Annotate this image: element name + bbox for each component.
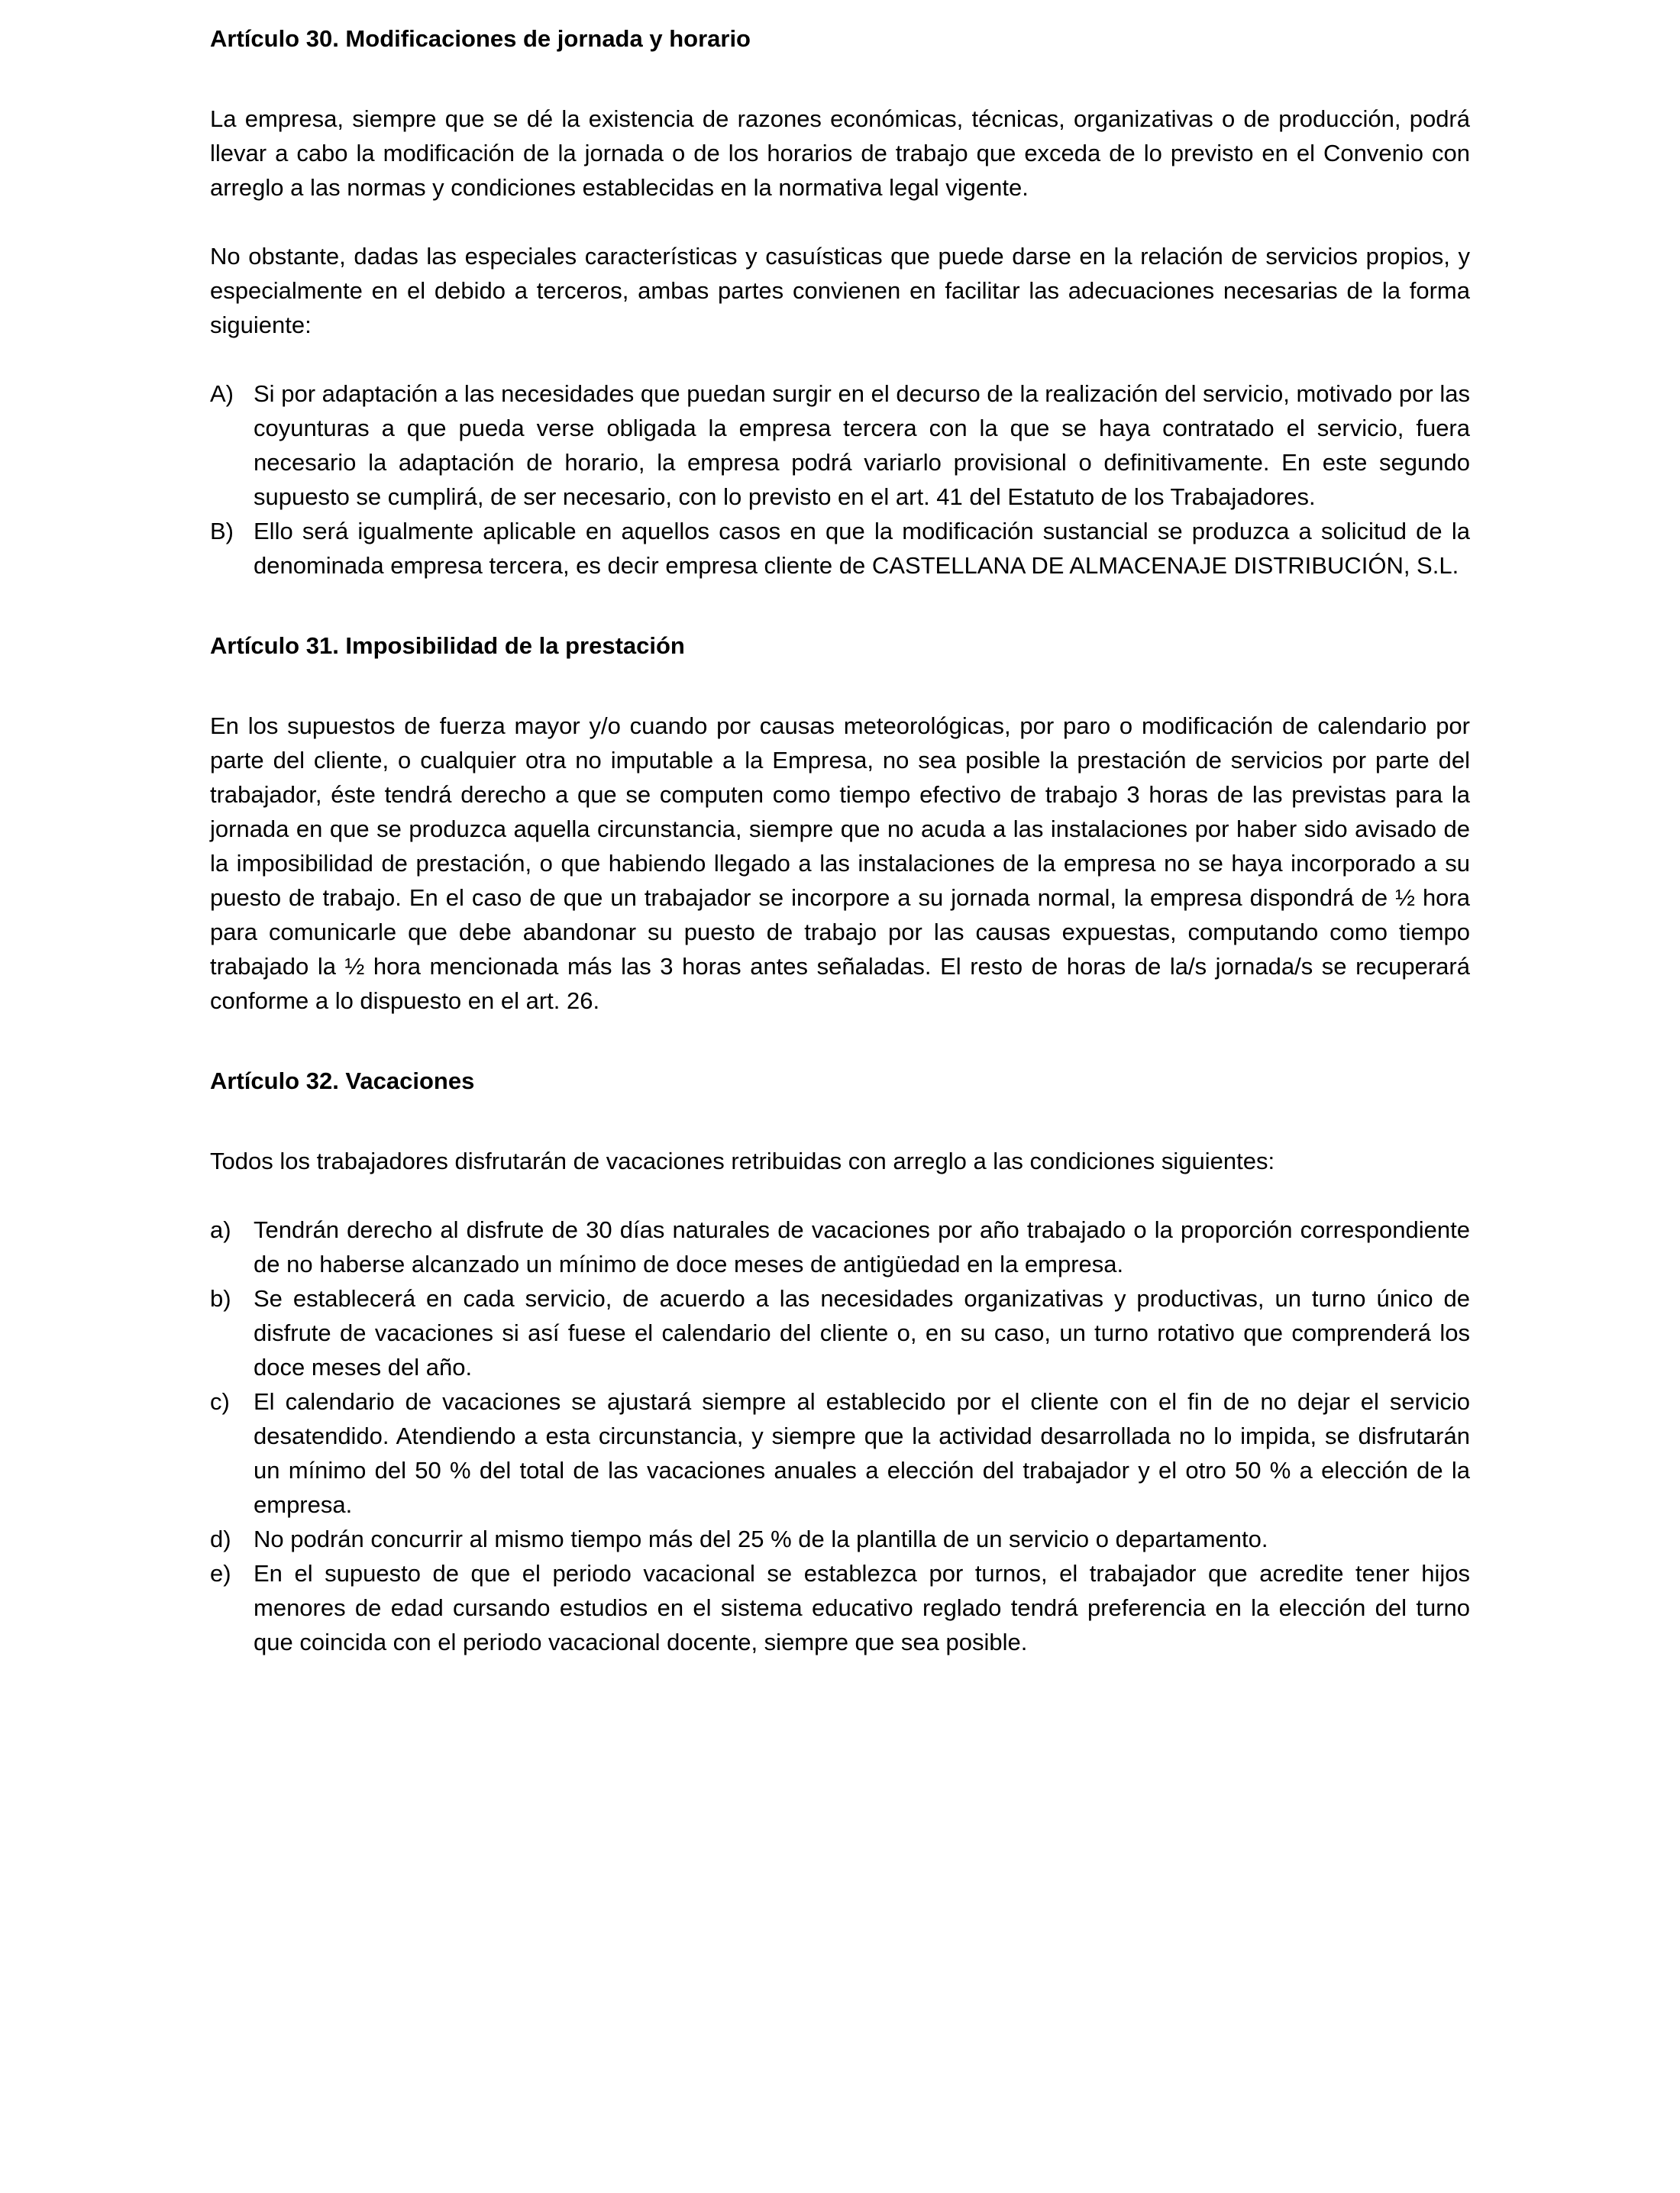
list-marker-b: b) — [210, 1285, 231, 1312]
article-30-list — [210, 376, 1470, 583]
list-marker-c: c) — [210, 1388, 230, 1415]
list-item-e — [210, 1556, 1470, 1659]
list-item-b — [210, 1281, 1470, 1384]
list-marker-B: B) — [210, 518, 234, 544]
list-item-c-text: El calendario de vacaciones se ajustará siempre al establecido por el cliente con el fin de no dejar el servicio desatendido. Atendiendo a esta circunstancia, y siempre que la actividad desarrollada no lo impida, se disfrutarán un mínimo del 50 % del total de las vacaciones anuales a elección del trabajador y el otro 50 % a elección de la empresa. — [254, 1388, 1470, 1518]
list-item-B — [210, 514, 1470, 583]
list-item-a — [210, 1213, 1470, 1281]
list-item-A — [210, 376, 1470, 514]
list-item-c — [210, 1384, 1470, 1522]
article-32-heading: Artículo 32. Vacaciones — [210, 1067, 475, 1094]
list-item-A-text: Si por adaptación a las necesidades que puedan surgir en el decurso de la realización del servicio, motivado por las coyunturas a que pueda verse obligada la empresa tercera con la que se haya contratado el servicio, fuera necesario la adaptación de horario, la empresa podrá variarlo provisional o definitivamente. En este segundo supuesto se cumplirá, de ser necesario, con lo previsto en el art. 41 del Estatuto de los Trabajadores. — [254, 380, 1470, 510]
list-item-a-text: Tendrán derecho al disfrute de 30 días naturales de vacaciones por año trabajado o la proporción correspondiente de no haberse alcanzado un mínimo de doce meses de antigüedad en la empresa. — [254, 1216, 1470, 1277]
list-marker-e: e) — [210, 1560, 231, 1587]
article-31-paragraph-1: En los supuestos de fuerza mayor y/o cuando por causas meteorológicas, por paro o modificación de calendario por parte del cliente, o cualquier otra no imputable a la Empresa, no sea posible la prestación de servicios por parte del trabajador, éste tendrá derecho a que se computen como tiempo efectivo de trabajo 3 horas de las previstas para la jornada en que se produzca aquella circunstancia, siempre que no acuda a las instalaciones por haber sido avisado de la imposibilidad de prestación, o que habiendo llegado a las instalaciones de la empresa no se haya incorporado a su puesto de trabajo. En el caso de que un trabajador se incorpore a su jornada normal, la empresa dispondrá de ½ hora para comunicarle que debe abandonar su puesto de trabajo por las causas expuestas, computando como tiempo trabajado la ½ hora mencionada más las 3 horas antes señaladas. El resto de horas de la/s jornada/s se recuperará conforme a lo dispuesto en el art. 26. — [210, 712, 1470, 1014]
article-30-heading: Artículo 30. Modificaciones de jornada y horario — [210, 25, 751, 52]
list-item-B-text: Ello será igualmente aplicable en aquellos casos en que la modificación sustancial se produzca a solicitud de la denominada empresa tercera, es decir empresa cliente de CASTELLANA DE ALMACENAJE DISTRIBUCIÓN, S.L. — [254, 518, 1470, 579]
article-32-list — [210, 1213, 1470, 1659]
list-item-e-text: En el supuesto de que el periodo vacacional se establezca por turnos, el trabajador que acredite tener hijos menores de edad cursando estudios en el sistema educativo reglado tendrá preferencia en la elección del turno que coincida con el periodo vacacional docente, siempre que sea posible. — [254, 1560, 1470, 1655]
article-30-paragraph-1: La empresa, siempre que se dé la existencia de razones económicas, técnicas, organizativas o de producción, podrá llevar a cabo la modificación de la jornada o de los horarios de trabajo que exceda de lo previsto en el Convenio con arreglo a las normas y condiciones establecidas en la normativa legal vigente. — [210, 105, 1470, 201]
list-marker-A: A) — [210, 380, 234, 407]
article-30-paragraph-2: No obstante, dadas las especiales características y casuísticas que puede darse en la relación de servicios propios, y especialmente en el debido a terceros, ambas partes convienen en facilitar las adecuaciones necesarias de la forma siguiente: — [210, 243, 1470, 338]
list-item-d-text: No podrán concurrir al mismo tiempo más del 25 % de la plantilla de un servicio o departamento. — [254, 1526, 1268, 1552]
list-item-b-text: Se establecerá en cada servicio, de acuerdo a las necesidades organizativas y productivas, un turno único de disfrute de vacaciones si así fuese el calendario del cliente o, en su caso, un turno rotativo que comprenderá los doce meses del año. — [254, 1285, 1470, 1381]
article-31-heading: Artículo 31. Imposibilidad de la prestación — [210, 632, 685, 659]
list-item-d — [210, 1522, 1470, 1556]
article-32-paragraph-1: Todos los trabajadores disfrutarán de vacaciones retribuidas con arreglo a las condiciones siguientes: — [210, 1148, 1275, 1174]
list-marker-a: a) — [210, 1216, 231, 1243]
list-marker-d: d) — [210, 1526, 231, 1552]
